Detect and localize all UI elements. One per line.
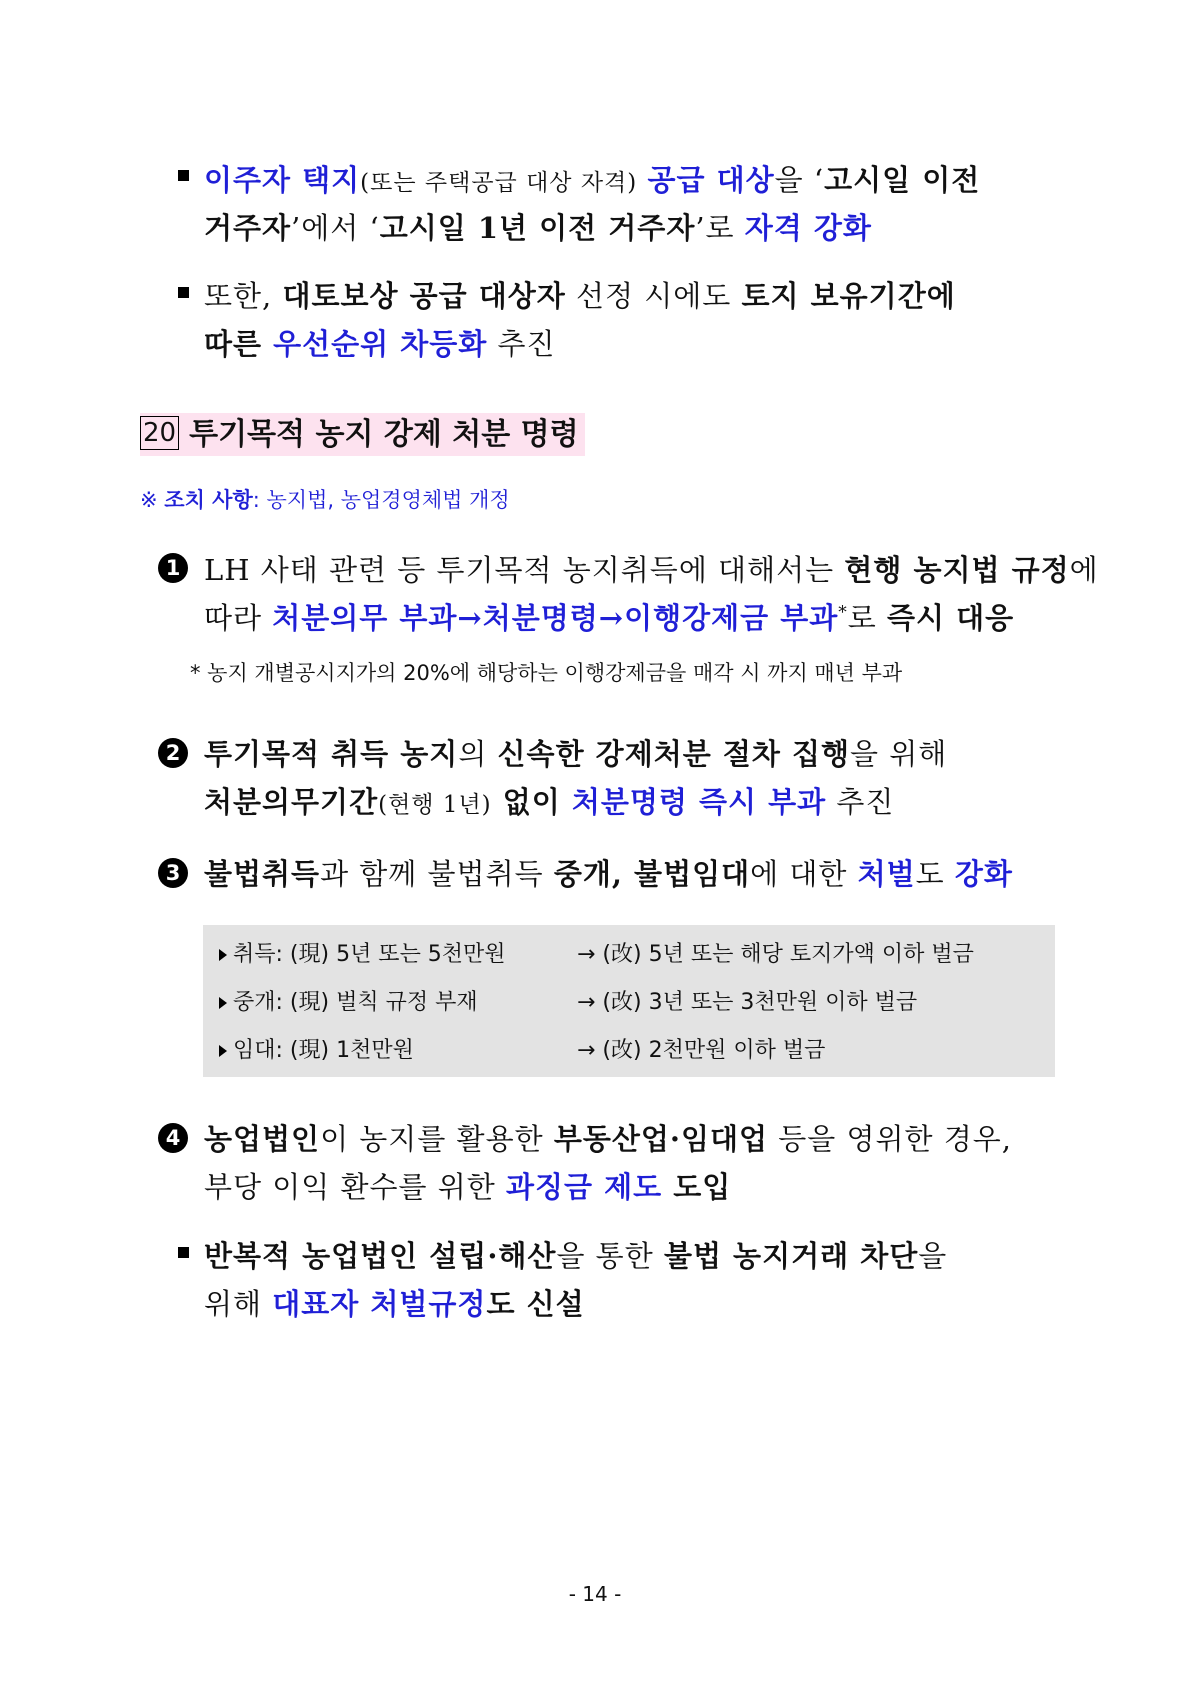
item-2-line-2 bbox=[204, 780, 894, 821]
page-number: - 14 - bbox=[568, 1582, 622, 1606]
text-span: 또한, bbox=[204, 279, 283, 313]
text-span: (또는 주택공급 대상 자격) bbox=[360, 170, 638, 196]
text-span: 을 통한 bbox=[556, 1239, 664, 1273]
bullet-2-line-1 bbox=[204, 274, 956, 315]
text-span: 없이 bbox=[491, 785, 572, 819]
footnote: * 농지 개별공시지가의 20%에 해당하는 이행강제금을 매각 시 까지 매년 부과 bbox=[190, 661, 903, 685]
text-span: 을 ‘ bbox=[774, 163, 825, 197]
circled-number-1: 1 bbox=[158, 553, 188, 583]
text-span: 처분의무기간 bbox=[204, 785, 379, 819]
triangle-bullet-icon bbox=[219, 1045, 227, 1057]
text-span: 처벌 bbox=[857, 857, 916, 891]
text-span: 토지 보유기간에 bbox=[741, 279, 956, 313]
text-span: 따라 bbox=[204, 601, 273, 635]
text-span: 부당 이익 환수를 위한 bbox=[204, 1170, 506, 1204]
text-span: 투기목적 취득 농지 bbox=[204, 737, 459, 771]
text-span: 에 대한 bbox=[750, 857, 858, 891]
triangle-bullet-icon bbox=[219, 997, 227, 1009]
text-span: 불법취득 bbox=[204, 857, 321, 891]
section-title: 투기목적 농지 강제 처분 명령 bbox=[189, 417, 579, 452]
text-span: 자격 강화 bbox=[744, 211, 872, 245]
text-span: 고시일 이전 bbox=[824, 163, 981, 197]
text-span: 이 농지를 활용한 bbox=[320, 1122, 554, 1156]
row-current: 취득: (現) 5년 또는 5천만원 bbox=[233, 942, 506, 967]
section-number: 20 bbox=[140, 416, 179, 450]
text-span: 현행 농지법 규정 bbox=[844, 553, 1070, 587]
text-span: (현행 1년) bbox=[378, 792, 492, 818]
text-span: 농업법인 bbox=[204, 1122, 321, 1156]
bullet-3-line-1 bbox=[204, 1234, 947, 1275]
text-span: 선정 시에도 bbox=[565, 279, 742, 313]
text-span: 공급 대상 bbox=[647, 163, 775, 197]
item-3-line-1 bbox=[204, 852, 1013, 893]
text-span: 도 신설 bbox=[486, 1287, 585, 1321]
note-mark: ※ bbox=[140, 488, 165, 512]
text-span: 우선순위 차등화 bbox=[273, 327, 488, 361]
text-span: 반복적 농업법인 설립·해산 bbox=[204, 1239, 557, 1273]
item-1-line-2 bbox=[204, 596, 1014, 637]
text-span: 신속한 강제처분 절차 집행 bbox=[497, 737, 850, 771]
row-current: 임대: (現) 1천만원 bbox=[233, 1038, 414, 1063]
item-4-line-2 bbox=[204, 1165, 731, 1206]
bullet-1-line-1 bbox=[204, 158, 980, 199]
text-span: 고시일 1년 이전 거주자 bbox=[379, 211, 696, 245]
row-revised: → (改) 5년 또는 해당 토지가액 이하 벌금 bbox=[577, 942, 974, 967]
bullet-square bbox=[178, 1247, 189, 1258]
text-span: LH 사태 관련 등 투기목적 농지취득에 대해서는 bbox=[204, 553, 845, 587]
text-span: 위해 bbox=[204, 1287, 273, 1321]
bullet-2-line-2 bbox=[204, 322, 556, 363]
text-span: 이주자 택지 bbox=[204, 163, 361, 197]
penalty-comparison-box bbox=[203, 925, 1055, 1077]
text-span: 불법 농지거래 차단 bbox=[663, 1239, 919, 1273]
text-span: 대토보상 공급 대상자 bbox=[282, 279, 566, 313]
text-span: 처분의무 부과→처분명령→이행강제금 부과 bbox=[272, 601, 839, 635]
note-label: 조치 사항 bbox=[164, 488, 253, 512]
bullet-3-line-2 bbox=[204, 1282, 585, 1323]
text-span: 도 bbox=[915, 857, 955, 891]
text-span: 의 bbox=[458, 737, 498, 771]
footnote-star: * bbox=[838, 602, 848, 623]
penalty-row-lease bbox=[219, 1033, 826, 1064]
text-span: 부동산업·임대업 bbox=[553, 1122, 769, 1156]
bullet-square bbox=[178, 287, 189, 298]
text-span: 추진 bbox=[826, 785, 895, 819]
item-2-line-1 bbox=[204, 732, 947, 773]
text-span: 대표자 처벌규정 bbox=[272, 1287, 487, 1321]
text-span: 즉시 대응 bbox=[887, 601, 1015, 635]
circled-number-2: 2 bbox=[158, 738, 188, 768]
text-span: 거주자 bbox=[204, 211, 292, 245]
triangle-bullet-icon bbox=[219, 949, 227, 961]
text-span: 추진 bbox=[487, 327, 556, 361]
text-span: 도입 bbox=[662, 1170, 732, 1204]
text-span: 처분명령 즉시 부과 bbox=[571, 785, 827, 819]
row-revised: → (改) 2천만원 이하 벌금 bbox=[577, 1038, 826, 1063]
text-span: 로 bbox=[847, 601, 888, 635]
item-4-line-1 bbox=[204, 1117, 1012, 1158]
circled-number-4: 4 bbox=[158, 1123, 188, 1153]
penalty-row-acquisition bbox=[219, 937, 974, 968]
note-text: : 농지법, 농업경영체법 개정 bbox=[252, 488, 510, 512]
item-1-line-1 bbox=[204, 548, 1099, 589]
text-span: 에 bbox=[1069, 553, 1099, 587]
text-span: 등을 영위한 경우, bbox=[768, 1122, 1013, 1156]
text-span: 과 함께 불법취득 bbox=[320, 857, 554, 891]
row-revised: → (改) 3년 또는 3천만원 이하 벌금 bbox=[577, 990, 918, 1015]
penalty-row-brokerage bbox=[219, 985, 918, 1016]
row-current: 중개: (現) 벌칙 규정 부재 bbox=[233, 990, 478, 1015]
text-span: 과징금 제도 bbox=[506, 1170, 663, 1204]
measure-note bbox=[140, 484, 510, 514]
text-span: 을 위해 bbox=[850, 737, 948, 771]
section-heading bbox=[140, 413, 585, 456]
text-span: 따른 bbox=[204, 327, 274, 361]
text-span: 강화 bbox=[954, 857, 1013, 891]
text-span: ’에서 ‘ bbox=[291, 211, 380, 245]
text-span: 을 bbox=[918, 1239, 948, 1273]
text-span: 중개, 불법임대 bbox=[553, 857, 751, 891]
text-span: ’로 bbox=[695, 211, 745, 245]
bullet-square bbox=[178, 170, 189, 181]
circled-number-3: 3 bbox=[158, 858, 188, 888]
bullet-1-line-2 bbox=[204, 206, 872, 247]
